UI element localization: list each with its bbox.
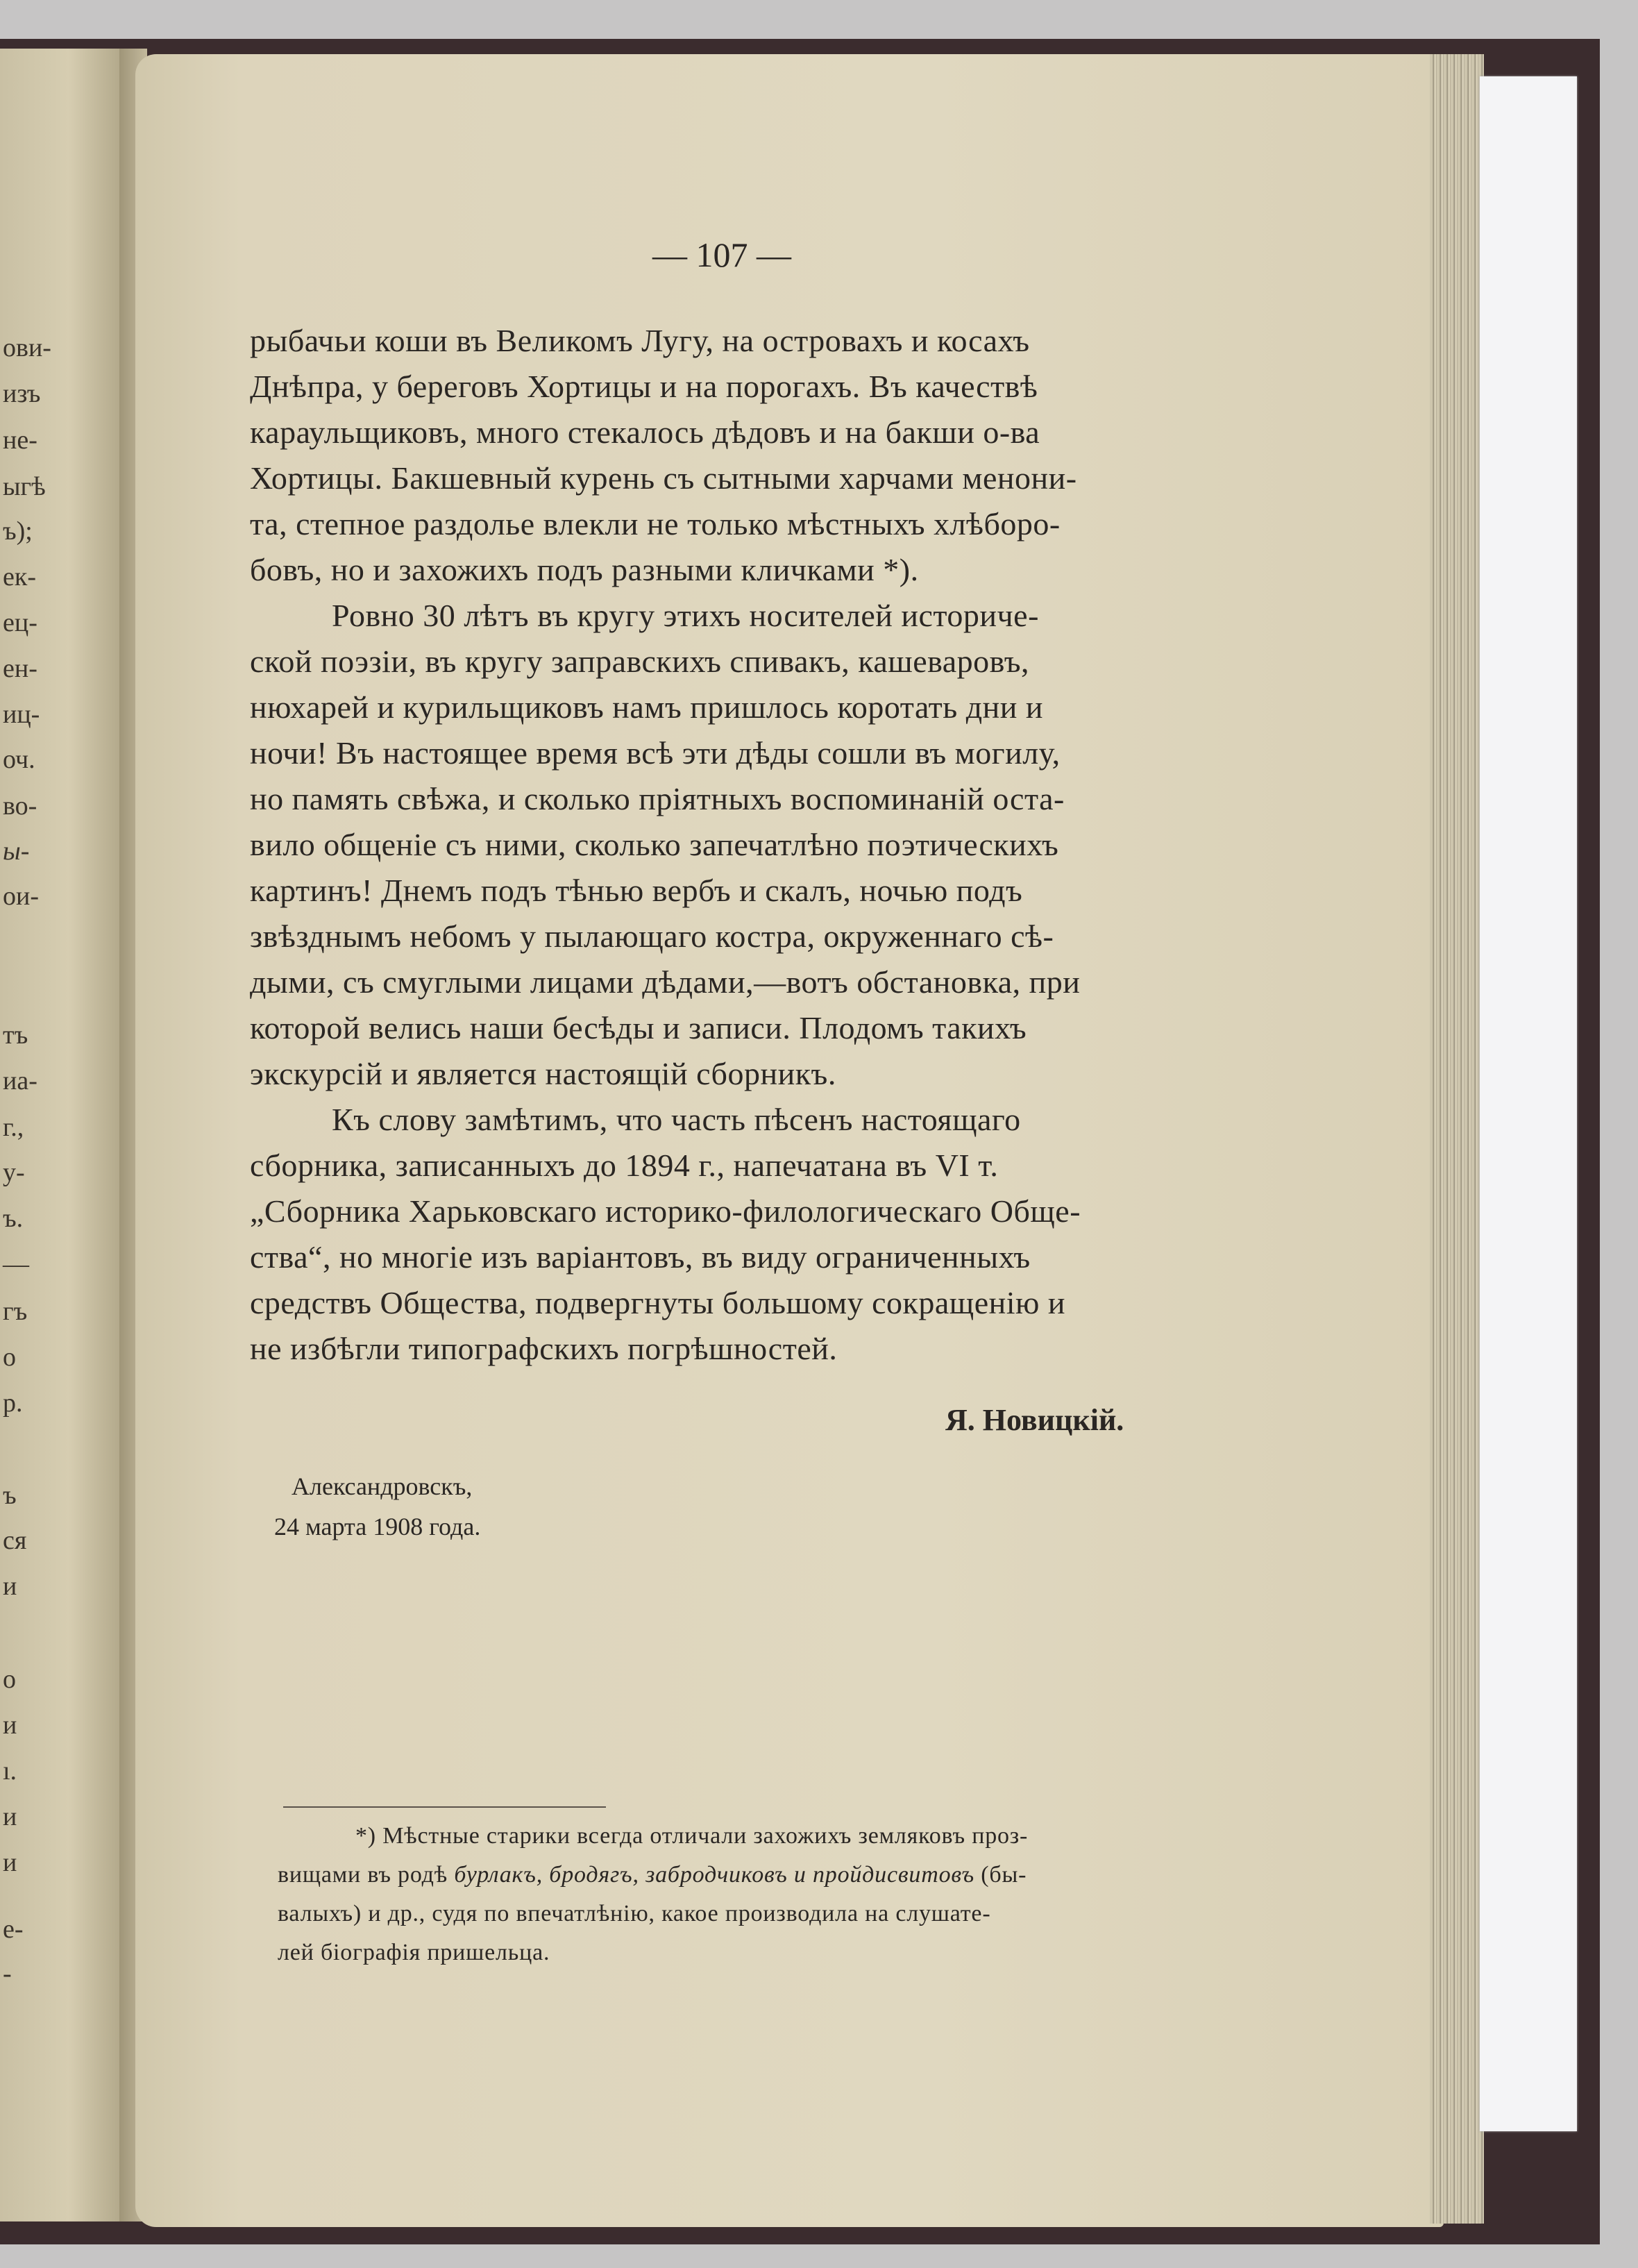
text-line: но память свѣжа, и сколько пріятныхъ воспоминаній оста-: [250, 781, 1065, 816]
left-page-fragment: у-: [3, 1158, 25, 1187]
left-page-fragment: е-: [3, 1915, 24, 1944]
left-page-fragment: не-: [3, 426, 37, 455]
text-line: картинъ! Днемъ подъ тѣнью вербъ и скалъ, ночью подъ: [250, 873, 1023, 908]
text-line: та, степное раздолье влекли не только мѣстныхъ хлѣборо-: [250, 506, 1061, 541]
left-page-fragment: ек-: [3, 562, 36, 591]
left-page-fragment: и: [3, 1711, 17, 1740]
left-page-fragment: р.: [3, 1388, 23, 1418]
text-line: бовъ, но и захожихъ подъ разными кличками *).: [250, 552, 919, 587]
left-page-fragment: ыгѣ: [3, 472, 46, 501]
left-page-fragment: и: [3, 1572, 17, 1601]
date-line: 24 марта 1908 года.: [274, 1513, 481, 1540]
text-line: караульщиковъ, много стекалось дѣдовъ и на бакши о-ва: [250, 414, 1040, 450]
footnote-text: вищами въ родѣ: [278, 1862, 455, 1888]
text-line: не избѣгли типографскихъ погрѣшностей.: [250, 1331, 838, 1366]
left-page-fragment: тъ: [3, 1020, 28, 1050]
footnote-text: (бы-: [974, 1862, 1027, 1888]
page-edges: [1430, 54, 1484, 2224]
left-page-fragment: иа-: [3, 1066, 37, 1095]
text-line: вило общеніе съ ними, сколько запечатлѣно поэтическихъ: [250, 827, 1059, 862]
left-page-fragment: ои-: [3, 882, 39, 911]
text-line: сборника, записанныхъ до 1894 г., напечатана въ VI т.: [250, 1148, 999, 1183]
left-page-fragment: ъ.: [3, 1204, 24, 1233]
text-line: ской поэзіи, въ кругу заправскихъ спивакъ, кашеваровъ,: [250, 644, 1030, 679]
left-page-fragment: и: [3, 1848, 17, 1877]
footnote-line: *) Мѣстные старики всегда отличали захожихъ земляковъ проз-: [355, 1823, 1029, 1849]
left-page-fragment: ъ: [3, 1481, 17, 1510]
text-line: Днѣпра, у береговъ Хортицы и на порогахъ. Въ качествѣ: [250, 369, 1038, 404]
text-line: Хортицы. Бакшевный курень съ сытными харчами менони-: [250, 460, 1077, 496]
left-page-fragment: ец-: [3, 608, 37, 637]
left-page-fragment: ови-: [3, 333, 51, 362]
text-line: которой велись наши бесѣды и записи. Плодомъ такихъ: [250, 1010, 1027, 1045]
text-line: Ровно 30 лѣтъ въ кругу этихъ носителей историче-: [332, 598, 1039, 633]
left-page-fragment: ся: [3, 1526, 27, 1555]
text-line: ночи! Въ настоящее время всѣ эти дѣды сошли въ могилу,: [250, 735, 1061, 771]
left-page-fragment: г.,: [3, 1113, 24, 1142]
text-line: дыми, съ смуглыми лицами дѣдами,—вотъ обстановка, при: [250, 964, 1081, 1000]
page-number: — 107 —: [652, 235, 791, 274]
footnote-rule: [283, 1806, 606, 1808]
text-line: ства“, но многіе изъ варіантовъ, въ виду ограниченныхъ: [250, 1239, 1031, 1275]
scan-backing-card: [1480, 76, 1577, 2131]
left-page-fragment: оч.: [3, 745, 35, 774]
left-page-fragment: ı.: [3, 1756, 17, 1786]
left-page-fragment: -: [3, 1959, 12, 1988]
author-signature: Я. Новицкій.: [945, 1403, 1124, 1437]
footnote-line: лей біографія пришельца.: [278, 1940, 550, 1965]
left-page-fragment: ы-: [3, 837, 30, 866]
text-line: звѣзднымъ небомъ у пылающаго костра, окруженнаго сѣ-: [250, 918, 1054, 954]
text-line: нюхарей и курильщиковъ намъ пришлось коротать дни и: [250, 689, 1044, 725]
left-page-fragment: ен-: [3, 654, 37, 683]
text-line: „Сборника Харьковскаго историко-филологическаго Обще-: [250, 1193, 1081, 1229]
text-line: экскурсій и является настоящій сборникъ.: [250, 1056, 836, 1091]
left-page: [0, 49, 125, 2221]
place-line: Александровскъ,: [292, 1472, 473, 1500]
left-page-fragment: ъ);: [3, 516, 33, 546]
text-line: средствъ Общества, подвергнуты большому сокращенію и: [250, 1285, 1066, 1320]
footnote-line: [278, 1862, 1027, 1888]
left-page-fragment: о: [3, 1665, 16, 1694]
left-page-fragment: о: [3, 1343, 16, 1372]
text-line: рыбачьи коши въ Великомъ Лугу, на островахъ и косахъ: [250, 323, 1030, 358]
left-page-fragment: гъ: [3, 1297, 28, 1326]
left-page-fragment: изъ: [3, 379, 41, 408]
text-line: Къ слову замѣтимъ, что часть пѣсенъ настоящаго: [332, 1102, 1021, 1137]
left-page-fragment: во-: [3, 791, 37, 821]
left-page-fragment: —: [3, 1250, 29, 1279]
left-page-fragment: иц-: [3, 700, 40, 729]
left-page-fragment: и: [3, 1802, 17, 1831]
footnote-line: валыхъ) и др., судя по впечатлѣнію, какое производила на слушате-: [278, 1901, 991, 1926]
footnote-italic-text: бурлакъ, бродягъ, забродчиковъ и пройдисвитовъ: [454, 1862, 974, 1888]
